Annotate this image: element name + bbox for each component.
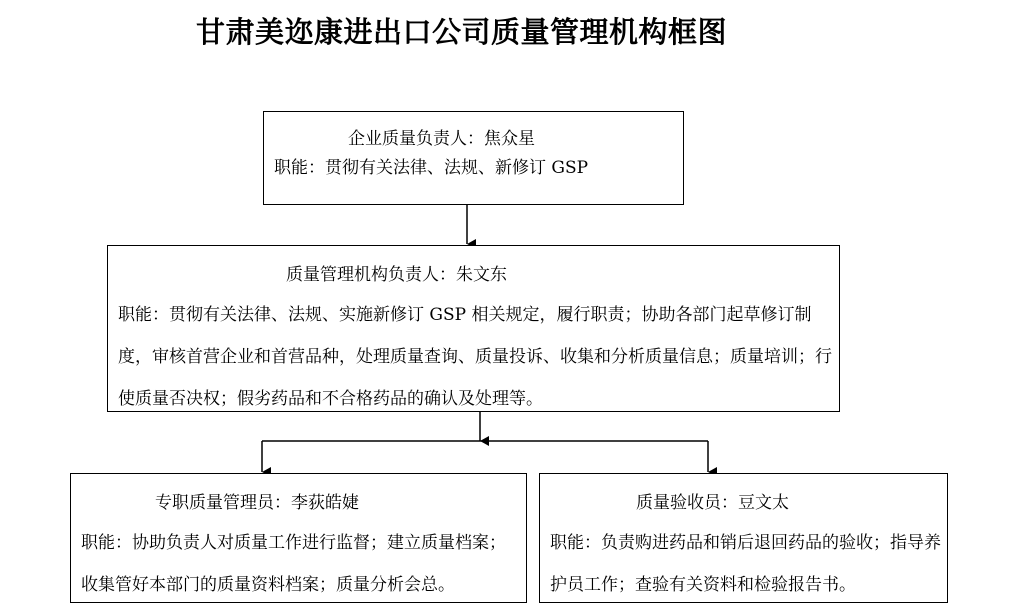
node-duty: 职能：贯彻有关法律、法规、实施新修订 GSP 相关规定，履行职责；协助各部门起草修订制度，审核首营企业和首营品种，处理质量查询、质量投诉、收集和分析质量信息；质量培训；行使质量否决权；假劣药品和不合格药品的确认及处理等。 (118, 305, 832, 409)
node-duty: 职能：协助负责人对质量工作进行监督；建立质量档案；收集管好本部门的质量资料档案；质量分析会总。 (81, 533, 506, 595)
page-title: 甘肃美迩康进出口公司质量管理机构框图 (196, 15, 728, 49)
node-head: 质量验收员：豆文太 (636, 493, 789, 513)
node-quality-manager (70, 473, 527, 603)
node-head: 质量管理机构负责人：朱文东 (286, 265, 507, 285)
node-quality-dept-leader (107, 245, 840, 412)
node-head: 企业质量负责人：焦众星 (348, 129, 535, 149)
node-duty: 职能：负责购进药品和销后退回药品的验收；指导养护员工作；查验有关资料和检验报告书。 (550, 533, 941, 595)
node-quality-inspector (539, 473, 948, 603)
node-duty: 职能：贯彻有关法律、法规、新修订 GSP (274, 158, 589, 178)
node-quality-leader (263, 111, 684, 205)
node-head: 专职质量管理员：李荻皓婕 (155, 493, 359, 513)
